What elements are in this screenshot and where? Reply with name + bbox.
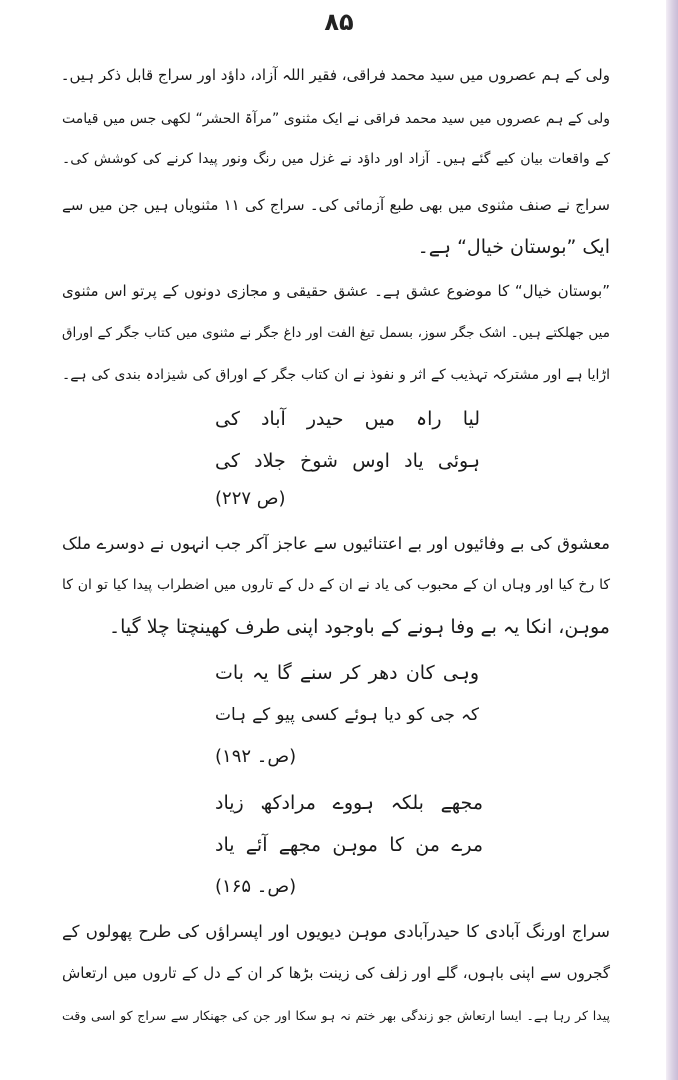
verse-line: کہ جی کو دیا ہوئے کسی پیو کے ہات [215, 705, 479, 725]
verse-citation: (ص ۲۲۷) [215, 488, 286, 509]
text-line: کے واقعات بیان کیے گئے ہیں۔ آزاد اور داؤد نے غزل میں رنگ ونور پیدا کرنے کی کوشش کی۔ [62, 151, 610, 167]
verse-line: مرے من کا موہن مجھے آئے یاد [215, 834, 483, 856]
text-line: سراج اورنگ آبادی کا حیدرآبادی موہن دیویوں اور اپسراؤں کی طرح پھولوں کے [62, 922, 610, 941]
page-number: ۸۵ [324, 8, 354, 36]
text-line: اڑایا ہے اور مشترکہ تہذیب کے اثر و نفوذ نے ان کتاب جگر کے اوراق کی شیزادہ بندی کی ہے۔ [62, 367, 610, 383]
verse-line: وہی کان دھر کر سنے گا یہ بات [215, 662, 479, 684]
text-line: ولی کے ہم عصروں میں سید محمد فراقی، فقیر اللہ آزاد، داؤد اور سراج قابل ذکر ہیں۔ [60, 66, 610, 84]
verse-line: مجھے بلکہ ہووے مرادکھ زیاد [215, 792, 483, 814]
text-line: معشوق کی بے وفائیوں اور بے اعتنائیوں سے عاجز آکر جب انہوں نے دوسرے ملک [62, 534, 610, 553]
text-line: موہن، انکا یہ بے وفا ہونے کے باوجود اپنی طرف کھینچتا چلا گیا۔ [108, 616, 610, 638]
verse-line: لیا راہ میں حیدر آباد کی [215, 408, 480, 430]
text-line: پیدا کر رہا ہے۔ ایسا ارتعاش جو زندگی بھر ختم نہ ہو سکا اور جن کی جھنکار سے سراج کو اسی وقت [62, 1008, 610, 1023]
text-line: میں جھلکتے ہیں۔ اشک جگر سوز، بسمل تیغ الفت اور داغ جگر نے مثنوی میں کتاب جگر کے اوراق [62, 325, 610, 341]
verse-citation: (ص۔ ۱۹۲) [215, 746, 297, 767]
text-line: سراج نے صنف مثنوی میں بھی طبع آزمائی کی۔ سراج کی ۱۱ مثنویاں ہیں جن میں سے [62, 196, 610, 214]
page-edge [666, 0, 678, 1080]
verse-citation: (ص۔ ۱۶۵) [215, 876, 297, 897]
text-line: ایک ”بوستان خیال“ ہے۔ [417, 236, 610, 258]
verse-line: ہوئی یاد اوس شوخ جلاد کی [215, 450, 480, 472]
text-line: گجروں سے اپنی باہوں، گلے اور زلف کی زینت بڑھا کر ان کے دل کے تاروں میں ارتعاش [62, 964, 610, 982]
text-line: کا رخ کیا اور وہاں ان کے محبوب کی یاد نے ان کے دل کے تاروں میں اضطراب پیدا کیا تو ان کا [62, 577, 610, 593]
text-line: ولی کے ہم عصروں میں سید محمد فراقی نے ایک مثنوی ”مرآۃ الحشر“ لکھی جس میں قیامت [62, 111, 610, 127]
text-line: ”بوستان خیال“ کا موضوع عشق ہے۔ عشق حقیقی و مجازی دونوں کے پرتو اس مثنوی [62, 282, 610, 300]
